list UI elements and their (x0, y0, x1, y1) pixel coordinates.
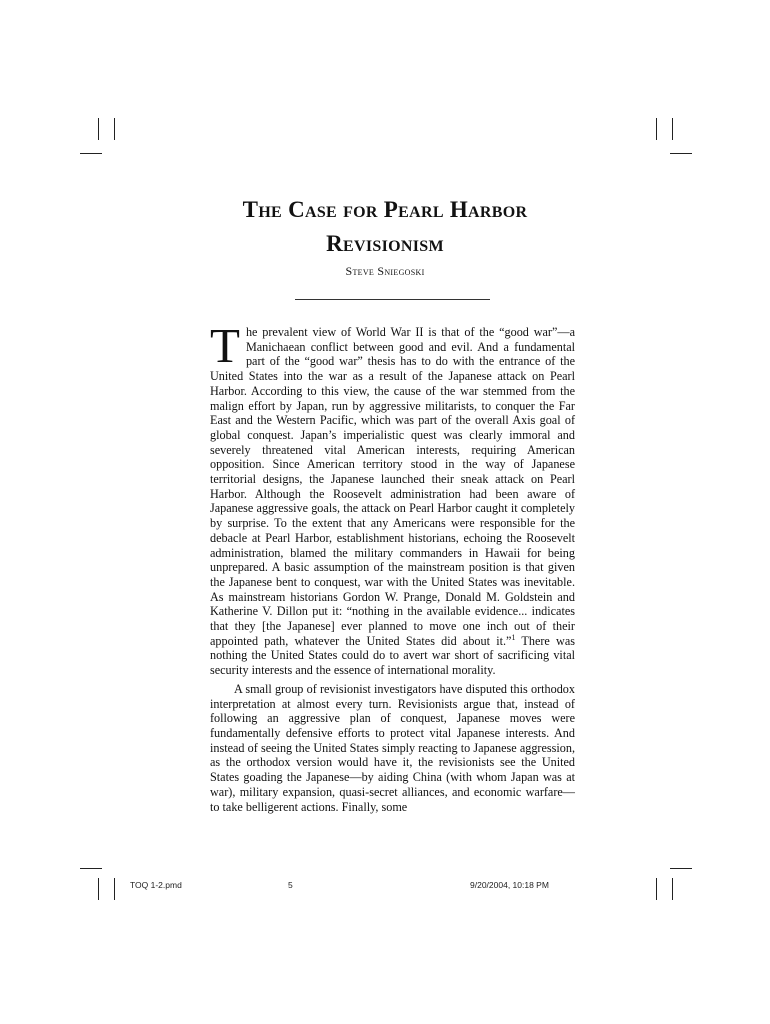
paragraph-1 (210, 318, 575, 678)
paragraph-2: A small group of revisionist investigators have disputed this orthodox interpretation at almost every turn. Revisionists argue that, instead of following an aggressive plan of conquest, Japanese moves were fundamentally defensive efforts to protect vital Japanese interests. And instead of seeing the United States simply reacting to Japanese aggression, as the orthodox version would have it, the revisionists see the United States goading the Japanese—by aiding China (with whom Japan was at war), military expansion, quasi-secret alliances, and economic warfare—to take belligerent actions. Finally, some (210, 681, 575, 814)
article-body (210, 318, 575, 814)
author-byline: Steve Sniegoski (345, 264, 425, 278)
footer-filename: TOQ 1-2.pmd (130, 880, 182, 890)
crop-mark (672, 878, 673, 900)
drop-cap: T (210, 318, 240, 373)
title-divider (295, 299, 490, 300)
crop-mark (98, 878, 99, 900)
crop-mark (670, 153, 692, 154)
crop-mark (98, 118, 99, 140)
crop-mark (656, 118, 657, 140)
crop-mark (656, 878, 657, 900)
footer-page-number: 5 (288, 880, 293, 890)
paragraph-1-text-cont: There was nothing the United States could do to avert war short of sacrificing vital security interests and the essence of international morality. (210, 633, 575, 678)
crop-mark (672, 118, 673, 140)
crop-mark (80, 153, 102, 154)
article-title (100, 193, 670, 261)
title-line-1: The Case for Pearl Harbor (242, 197, 528, 222)
footer-timestamp: 9/20/2004, 10:18 PM (470, 880, 549, 890)
crop-mark (670, 868, 692, 869)
crop-mark (80, 868, 102, 869)
footnote-marker: 1 (511, 632, 516, 642)
crop-mark (114, 878, 115, 900)
title-line-2: Revisionism (326, 231, 444, 256)
crop-mark (114, 118, 115, 140)
paragraph-1-text: he prevalent view of World War II is that of the “good war”—a Manichaean conflict between good and evil. And a fundamental part of the “good war” thesis has to do with the entrance of the United States into the war as a result of the Japanese attack on Pearl Harbor. According to this view, the cause of the war stemmed from the malign effort by Japan, run by aggressive militarists, to conquer the Far East and the Western Pacific, which was part of the overall Axis goal of global conquest. Japan’s imperialistic quest was clearly immoral and severely threatened vital American interests, requiring American opposition. Since American territory stood in the way of Japanese territorial designs, the Japanese launched their sneak attack on Pearl Harbor. Although the Roosevelt administration had been aware of Japanese aggressive goals, the attack on Pearl Harbor caught it completely by surprise. To the extent that any Americans were responsible for the debacle at Pearl Harbor, establishment historians, echoing the Roosevelt administration, blamed the military commanders in Hawaii for being unprepared. A basic assumption of the mainstream position is that given the Japanese bent to conquest, war with the United States was inevitable. As mainstream historians Gordon W. Prange, Donald M. Goldstein and Katherine V. Dillon put it: “nothing in the available evidence... indicates that they [the Japanese] ever planned to move one inch out of their appointed path, whatever the United States did about it.” (210, 325, 575, 648)
